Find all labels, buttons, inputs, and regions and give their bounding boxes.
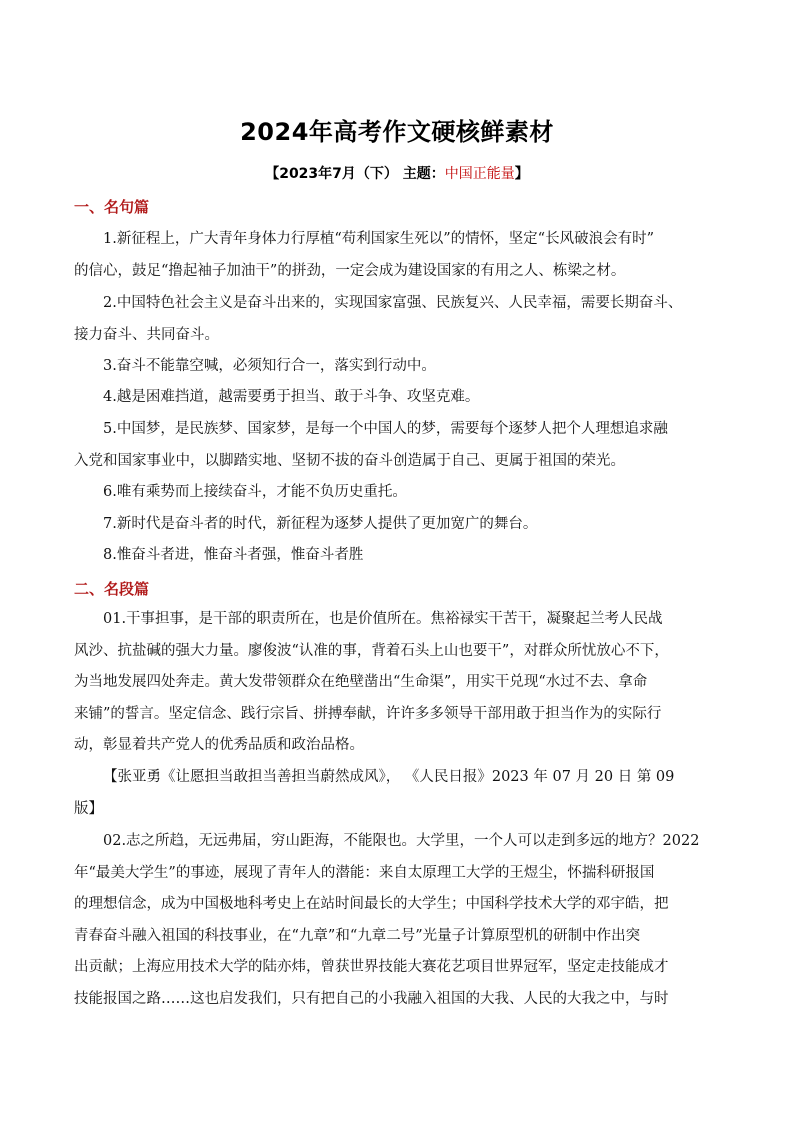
quote-line: 4.越是困难挡道，越需要勇于担当、敢于斗争、攻坚克难。 bbox=[103, 389, 480, 405]
document-subtitle bbox=[0, 163, 794, 183]
subtitle-theme: 中国正能量 bbox=[444, 166, 515, 182]
quote-item bbox=[74, 414, 728, 477]
document-title: 2024年高考作文硬核鲜素材 bbox=[240, 118, 554, 146]
subtitle-prefix: 【2023年7月（下） 主题： bbox=[265, 166, 445, 182]
quote-line: 的信心，鼓足“撸起袖子加油干”的拼劲，一定会成为建设国家的有用之人、栋梁之材。 bbox=[74, 262, 626, 279]
quote-item bbox=[74, 288, 728, 351]
quote-item bbox=[74, 477, 728, 509]
section-heading-quotes: 一、名句篇 bbox=[74, 198, 150, 216]
citation-line: 版】 bbox=[74, 800, 103, 817]
quote-item bbox=[74, 351, 728, 383]
passage-paragraph bbox=[74, 826, 728, 1015]
passage-line: 技能报国之路……这也启发我们，只有把自己的小我融入祖国的大我、人民的大我之中，与时 bbox=[74, 990, 669, 1007]
quote-line: 5.中国梦，是民族梦、国家梦，是每一个中国人的梦，需要每个逐梦人把个人理想追求融 bbox=[103, 421, 668, 437]
passage-paragraph bbox=[74, 604, 728, 762]
quote-line: 3.奋斗不能靠空喊，必须知行合一，落实到行动中。 bbox=[103, 358, 436, 374]
quote-item bbox=[74, 224, 728, 287]
quote-line: 1.新征程上，广大青年身体力行厚植“苟利国家生死以”的情怀，坚定“长风破浪会有时” bbox=[103, 231, 654, 247]
quote-line: 接力奋斗、共同奋斗。 bbox=[74, 326, 219, 343]
passage-line: 来铺”的誓言。坚定信念、践行宗旨、拼搏奉献，许许多多领导干部用敢于担当作为的实际行 bbox=[74, 705, 662, 722]
passage-line: 动，彰显着共产党人的优秀品质和政治品格。 bbox=[74, 737, 364, 753]
passage-line: 风沙、抗盐碱的强大力量。廖俊波“认准的事，背着石头上山也要干”，对群众所忧放心不下， bbox=[74, 642, 669, 659]
quote-line: 入党和国家事业中，以脚踏实地、坚韧不拔的奋斗创造属于自己、更属于祖国的荣光。 bbox=[74, 452, 625, 469]
quote-line: 2.中国特色社会主义是奋斗出来的，实现国家富强、民族复兴、人民幸福，需要长期奋斗、 bbox=[103, 295, 683, 311]
subtitle-suffix: 】 bbox=[514, 166, 529, 182]
citation-line: 【张亚勇《让愿担当敢担当善担当蔚然成风》， 《人民日报》2023 年 07 月 20 日 第 09 bbox=[103, 769, 675, 785]
quote-line: 7.新时代是奋斗者的时代，新征程为逐梦人提供了更加宽广的舞台。 bbox=[103, 516, 538, 532]
passage-line: 年“最美大学生”的事迹，展现了青年人的潜能：来自太原理工大学的王煜尘，怀揣科研报国 bbox=[74, 864, 655, 881]
quote-item bbox=[74, 540, 728, 572]
section-heading-passages: 二、名段篇 bbox=[74, 580, 150, 598]
passage-line: 青春奋斗融入祖国的科技事业，在“九章”和“九章二号”光量子计算原型机的研制中作出突 bbox=[74, 927, 641, 944]
quote-line: 8.惟奋斗者进，惟奋斗者强，惟奋斗者胜 bbox=[103, 547, 364, 563]
quote-line: 6.唯有乘势而上接续奋斗，才能不负历史重托。 bbox=[103, 484, 407, 500]
passage-citation bbox=[74, 762, 728, 825]
passage-line: 为当地发展四处奔走。黄大发带领群众在绝壁凿出“生命渠”，用实干兑现“水过不去、拿命 bbox=[74, 674, 648, 690]
quote-item bbox=[74, 382, 728, 414]
passage-line: 01.干事担事，是干部的职责所在，也是价值所在。焦裕禄实干苦干，凝聚起兰考人民战 bbox=[103, 611, 663, 627]
passage-line: 的理想信念，成为中国极地科考史上在站时间最长的大学生；中国科学技术大学的邓宇皓，把 bbox=[74, 896, 669, 912]
quote-item bbox=[74, 509, 728, 541]
passage-line: 出贡献；上海应用技术大学的陆亦炜，曾获世界技能大赛花艺项目世界冠军，坚定走技能成才 bbox=[74, 959, 669, 975]
passage-line: 02.志之所趋，无远弗届，穷山距海，不能限也。大学里，一个人可以走到多远的地方？2022 bbox=[103, 833, 700, 849]
